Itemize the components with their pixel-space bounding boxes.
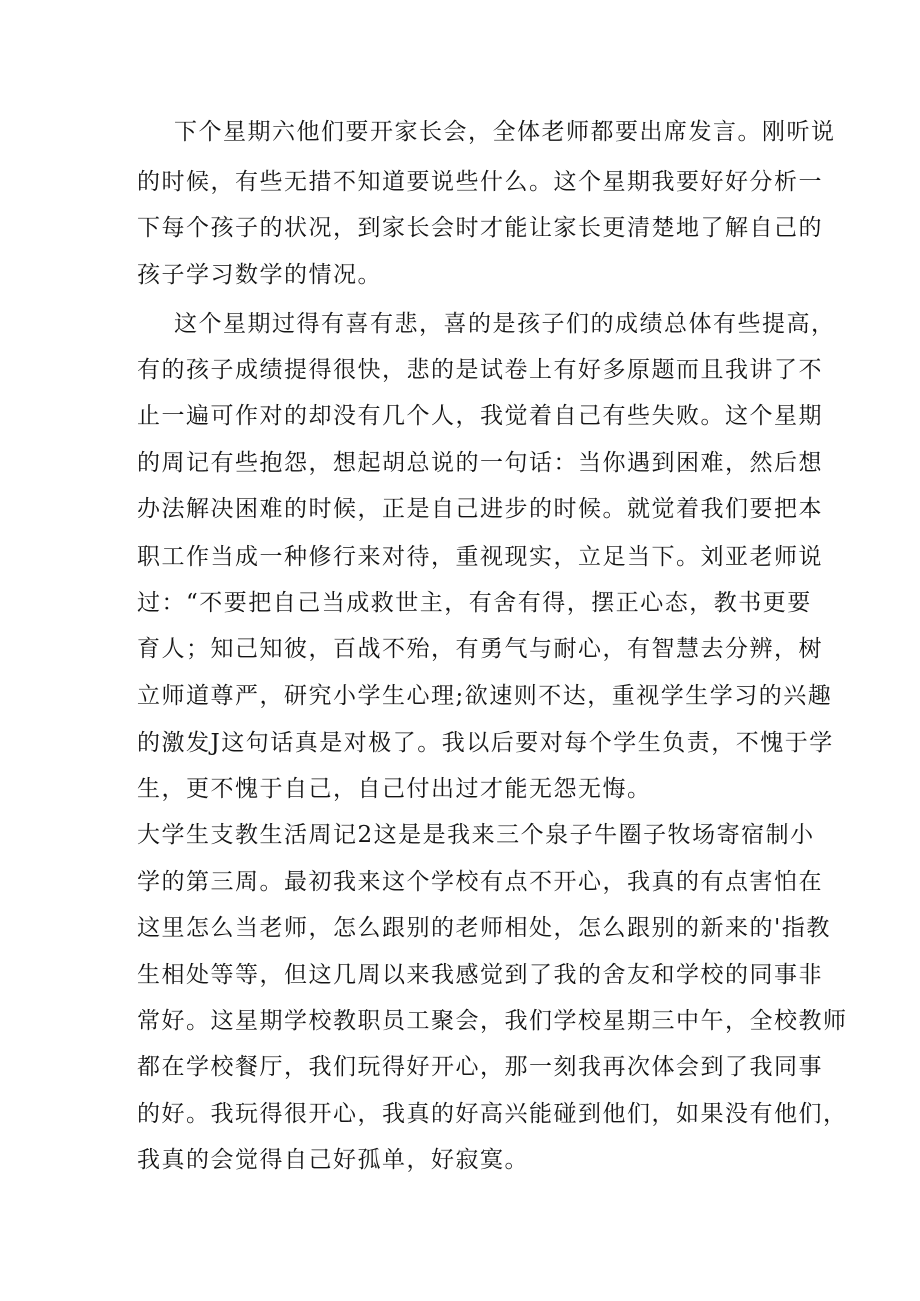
text-line: 学的第三周。最初我来这个学校有点不开心，我真的有点害怕在 [137,869,823,895]
text-line: 的周记有些抱怨，想起胡总说的一句话：当你遇到困难，然后想 [137,450,823,476]
text-line: 孩子学习数学的情况。 [137,262,382,288]
text-line: 都在学校餐厅，我们玩得好开心，那一刻我再次体会到了我同事 [137,1054,823,1080]
text-line: 过：“不要把自己当成救世主，有舍有得，摆正心态，教书更要 [137,590,812,616]
text-line: 立师道尊严，研究小学生心理;欲速则不达，重视学生学习的兴趣 [137,683,833,709]
text-line: 的好。我玩得很开心，我真的好高兴能碰到他们，如果没有他们， [137,1101,848,1127]
text-line: 生相处等等，但这几周以来我感觉到了我的舍友和学校的同事非 [137,962,823,988]
text-line: 这个星期过得有喜有悲，喜的是孩子们的成绩总体有些提高， [174,311,836,337]
text-line: 这里怎么当老师，怎么跟别的老师相处，怎么跟别的新来的'指教 [137,915,831,941]
text-line: 下个星期六他们要开家长会，全体老师都要出席发言。刚听说 [174,119,836,145]
text-line: 常好。这星期学校教职员工聚会，我们学校星期三中午，全校教师 [137,1008,848,1034]
text-line: 我真的会觉得自己好孤单，好寂寞。 [137,1147,529,1173]
text-line: 育人；知己知彼，百战不殆，有勇气与耐心，有智慧去分辨，树 [137,636,823,662]
text-line: 的激发J这句话真是对极了。我以后要对每个学生负责，不愧于学 [137,730,834,756]
text-line: 止一遍可作对的却没有几个人，我觉着自己有些失败。这个星期 [137,403,823,429]
text-line: 办法解决困难的时候，正是自己进步的时候。就觉着我们要把本 [137,496,823,522]
text-line: 有的孩子成绩提得很快，悲的是试卷上有好多原题而且我讲了不 [137,357,823,383]
text-line: 大学生支教生活周记2这是是我来三个泉子牛圈子牧场寄宿制小 [137,822,815,848]
text-line: 职工作当成一种修行来对待，重视现实，立足当下。刘亚老师说 [137,544,823,570]
text-line: 下每个孩子的状况，到家长会时才能让家长更清楚地了解自己的 [137,215,823,241]
text-line: 的时候，有些无措不知道要说些什么。这个星期我要好好分析一 [137,169,823,195]
text-line: 生，更不愧于自己，自己付出过才能无怨无悔。 [137,776,652,802]
